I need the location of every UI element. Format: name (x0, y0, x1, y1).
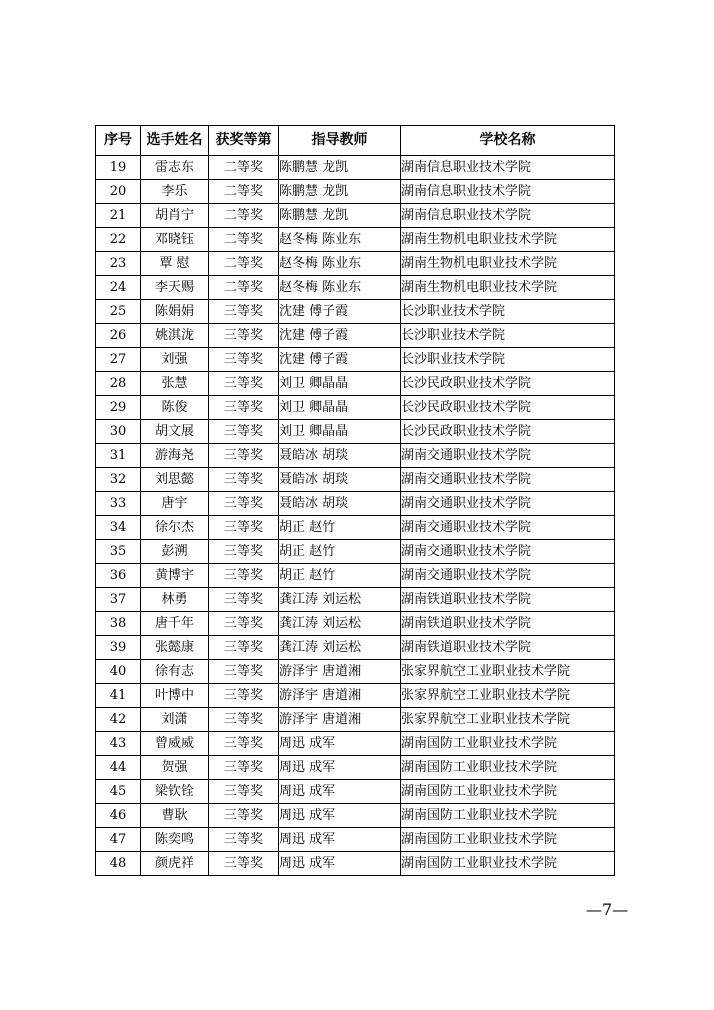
cell-teachers: 游泽宇 唐道湘 (279, 708, 401, 732)
cell-contestant-name: 刘强 (141, 348, 209, 372)
cell-award-level: 三等奖 (209, 516, 279, 540)
cell-school: 长沙民政职业技术学院 (401, 420, 615, 444)
cell-teachers: 周迅 成军 (279, 828, 401, 852)
table-row (96, 324, 615, 348)
cell-school: 长沙职业技术学院 (401, 300, 615, 324)
cell-no: 48 (96, 852, 141, 876)
cell-school: 湖南铁道职业技术学院 (401, 636, 615, 660)
cell-school: 湖南交通职业技术学院 (401, 540, 615, 564)
cell-contestant-name: 贺强 (141, 756, 209, 780)
cell-award-level: 二等奖 (209, 228, 279, 252)
cell-contestant-name: 刘思懿 (141, 468, 209, 492)
header-name: 选手姓名 (141, 126, 209, 156)
cell-school: 湖南国防工业职业技术学院 (401, 804, 615, 828)
table-row (96, 228, 615, 252)
cell-school: 湖南国防工业职业技术学院 (401, 780, 615, 804)
cell-school: 湖南铁道职业技术学院 (401, 588, 615, 612)
cell-no: 45 (96, 780, 141, 804)
cell-award-level: 三等奖 (209, 300, 279, 324)
table-row (96, 612, 615, 636)
cell-award-level: 三等奖 (209, 804, 279, 828)
cell-teachers: 周迅 成军 (279, 732, 401, 756)
cell-teachers: 龚江涛 刘运松 (279, 588, 401, 612)
cell-award-level: 三等奖 (209, 420, 279, 444)
cell-contestant-name: 胡肖宁 (141, 204, 209, 228)
cell-contestant-name: 梁钦铨 (141, 780, 209, 804)
cell-teachers: 游泽宇 唐道湘 (279, 684, 401, 708)
cell-no: 43 (96, 732, 141, 756)
cell-teachers: 龚江涛 刘运松 (279, 612, 401, 636)
cell-no: 34 (96, 516, 141, 540)
awards-table (95, 125, 615, 876)
cell-no: 20 (96, 180, 141, 204)
cell-award-level: 三等奖 (209, 708, 279, 732)
table-row (96, 204, 615, 228)
cell-teachers: 沈建 傅子霞 (279, 324, 401, 348)
cell-no: 42 (96, 708, 141, 732)
table-row (96, 348, 615, 372)
cell-school: 张家界航空工业职业技术学院 (401, 708, 615, 732)
table-row (96, 516, 615, 540)
cell-contestant-name: 林勇 (141, 588, 209, 612)
cell-teachers: 周迅 成军 (279, 804, 401, 828)
cell-no: 47 (96, 828, 141, 852)
cell-contestant-name: 游海尧 (141, 444, 209, 468)
cell-teachers: 聂皓冰 胡琰 (279, 468, 401, 492)
table-body (96, 156, 615, 876)
table-row (96, 756, 615, 780)
cell-award-level: 二等奖 (209, 180, 279, 204)
cell-school: 长沙民政职业技术学院 (401, 396, 615, 420)
cell-award-level: 三等奖 (209, 348, 279, 372)
cell-contestant-name: 唐千年 (141, 612, 209, 636)
cell-contestant-name: 唐宇 (141, 492, 209, 516)
table-header-row (96, 126, 615, 156)
table-row (96, 180, 615, 204)
cell-award-level: 三等奖 (209, 372, 279, 396)
cell-teachers: 聂皓冰 胡琰 (279, 492, 401, 516)
cell-award-level: 三等奖 (209, 588, 279, 612)
cell-school: 湖南国防工业职业技术学院 (401, 852, 615, 876)
cell-no: 21 (96, 204, 141, 228)
cell-school: 湖南交通职业技术学院 (401, 468, 615, 492)
header-no: 序号 (96, 126, 141, 156)
cell-school: 湖南信息职业技术学院 (401, 204, 615, 228)
cell-award-level: 三等奖 (209, 780, 279, 804)
table-row (96, 300, 615, 324)
cell-contestant-name: 李天赐 (141, 276, 209, 300)
cell-award-level: 二等奖 (209, 156, 279, 180)
cell-award-level: 三等奖 (209, 324, 279, 348)
cell-school: 长沙职业技术学院 (401, 348, 615, 372)
table-row (96, 732, 615, 756)
cell-school: 湖南交通职业技术学院 (401, 564, 615, 588)
cell-contestant-name: 姚淇泷 (141, 324, 209, 348)
cell-no: 37 (96, 588, 141, 612)
cell-award-level: 三等奖 (209, 660, 279, 684)
cell-contestant-name: 陈娟娟 (141, 300, 209, 324)
cell-no: 19 (96, 156, 141, 180)
cell-school: 长沙民政职业技术学院 (401, 372, 615, 396)
table-row (96, 708, 615, 732)
cell-teachers: 陈鹏慧 龙凯 (279, 204, 401, 228)
cell-award-level: 三等奖 (209, 444, 279, 468)
cell-school: 湖南生物机电职业技术学院 (401, 228, 615, 252)
cell-contestant-name: 陈奕鸣 (141, 828, 209, 852)
cell-contestant-name: 覃 慰 (141, 252, 209, 276)
table-row (96, 828, 615, 852)
cell-no: 33 (96, 492, 141, 516)
cell-teachers: 陈鹏慧 龙凯 (279, 156, 401, 180)
cell-no: 38 (96, 612, 141, 636)
cell-award-level: 三等奖 (209, 852, 279, 876)
cell-school: 湖南国防工业职业技术学院 (401, 828, 615, 852)
cell-contestant-name: 胡文展 (141, 420, 209, 444)
cell-teachers: 周迅 成军 (279, 756, 401, 780)
table-row (96, 492, 615, 516)
cell-teachers: 胡正 赵竹 (279, 516, 401, 540)
cell-contestant-name: 李乐 (141, 180, 209, 204)
cell-school: 长沙职业技术学院 (401, 324, 615, 348)
cell-contestant-name: 彭溯 (141, 540, 209, 564)
table-row (96, 804, 615, 828)
table-row (96, 396, 615, 420)
cell-school: 湖南国防工业职业技术学院 (401, 756, 615, 780)
cell-school: 湖南交通职业技术学院 (401, 492, 615, 516)
table-row (96, 588, 615, 612)
cell-award-level: 三等奖 (209, 636, 279, 660)
cell-contestant-name: 黄博宇 (141, 564, 209, 588)
cell-no: 44 (96, 756, 141, 780)
cell-school: 湖南交通职业技术学院 (401, 516, 615, 540)
cell-award-level: 三等奖 (209, 612, 279, 636)
cell-award-level: 三等奖 (209, 468, 279, 492)
cell-teachers: 周迅 成军 (279, 852, 401, 876)
cell-school: 湖南生物机电职业技术学院 (401, 276, 615, 300)
cell-teachers: 沈建 傅子霞 (279, 348, 401, 372)
cell-no: 32 (96, 468, 141, 492)
cell-award-level: 二等奖 (209, 252, 279, 276)
table-row (96, 420, 615, 444)
cell-no: 26 (96, 324, 141, 348)
cell-no: 30 (96, 420, 141, 444)
page-number: —7— (586, 900, 629, 919)
cell-award-level: 三等奖 (209, 828, 279, 852)
cell-no: 36 (96, 564, 141, 588)
header-award: 获奖等第 (209, 126, 279, 156)
cell-teachers: 赵冬梅 陈业东 (279, 276, 401, 300)
cell-teachers: 周迅 成军 (279, 780, 401, 804)
header-teacher: 指导教师 (279, 126, 401, 156)
cell-no: 23 (96, 252, 141, 276)
table-row (96, 372, 615, 396)
cell-teachers: 胡正 赵竹 (279, 564, 401, 588)
cell-contestant-name: 曹耿 (141, 804, 209, 828)
table-row (96, 564, 615, 588)
cell-award-level: 三等奖 (209, 684, 279, 708)
cell-no: 35 (96, 540, 141, 564)
cell-no: 29 (96, 396, 141, 420)
table-row (96, 852, 615, 876)
cell-teachers: 陈鹏慧 龙凯 (279, 180, 401, 204)
table-row (96, 636, 615, 660)
cell-contestant-name: 叶博中 (141, 684, 209, 708)
cell-teachers: 刘卫 卿晶晶 (279, 420, 401, 444)
cell-no: 22 (96, 228, 141, 252)
cell-teachers: 赵冬梅 陈业东 (279, 252, 401, 276)
table-row (96, 276, 615, 300)
table-row (96, 540, 615, 564)
cell-contestant-name: 曾威威 (141, 732, 209, 756)
table-row (96, 468, 615, 492)
cell-no: 27 (96, 348, 141, 372)
cell-no: 46 (96, 804, 141, 828)
cell-teachers: 胡正 赵竹 (279, 540, 401, 564)
cell-award-level: 三等奖 (209, 732, 279, 756)
cell-no: 31 (96, 444, 141, 468)
cell-school: 张家界航空工业职业技术学院 (401, 660, 615, 684)
header-school: 学校名称 (401, 126, 615, 156)
cell-award-level: 二等奖 (209, 204, 279, 228)
cell-contestant-name: 邓晓钰 (141, 228, 209, 252)
cell-award-level: 三等奖 (209, 564, 279, 588)
cell-school: 湖南信息职业技术学院 (401, 180, 615, 204)
cell-award-level: 三等奖 (209, 492, 279, 516)
cell-no: 39 (96, 636, 141, 660)
cell-teachers: 龚江涛 刘运松 (279, 636, 401, 660)
cell-teachers: 赵冬梅 陈业东 (279, 228, 401, 252)
cell-contestant-name: 刘潇 (141, 708, 209, 732)
cell-award-level: 三等奖 (209, 756, 279, 780)
cell-contestant-name: 雷志东 (141, 156, 209, 180)
cell-school: 湖南铁道职业技术学院 (401, 612, 615, 636)
cell-school: 湖南信息职业技术学院 (401, 156, 615, 180)
cell-school: 湖南交通职业技术学院 (401, 444, 615, 468)
table-row (96, 156, 615, 180)
cell-contestant-name: 徐有志 (141, 660, 209, 684)
cell-contestant-name: 张慧 (141, 372, 209, 396)
cell-school: 湖南国防工业职业技术学院 (401, 732, 615, 756)
cell-teachers: 沈建 傅子霞 (279, 300, 401, 324)
cell-contestant-name: 徐尔杰 (141, 516, 209, 540)
cell-contestant-name: 张懿康 (141, 636, 209, 660)
cell-school: 张家界航空工业职业技术学院 (401, 684, 615, 708)
cell-no: 40 (96, 660, 141, 684)
cell-teachers: 刘卫 卿晶晶 (279, 372, 401, 396)
cell-award-level: 三等奖 (209, 540, 279, 564)
cell-award-level: 三等奖 (209, 396, 279, 420)
table-row (96, 780, 615, 804)
cell-contestant-name: 陈俊 (141, 396, 209, 420)
cell-contestant-name: 颜虎祥 (141, 852, 209, 876)
cell-teachers: 游泽宇 唐道湘 (279, 660, 401, 684)
table-row (96, 660, 615, 684)
cell-no: 25 (96, 300, 141, 324)
cell-teachers: 刘卫 卿晶晶 (279, 396, 401, 420)
table-row (96, 252, 615, 276)
cell-teachers: 聂皓冰 胡琰 (279, 444, 401, 468)
cell-no: 41 (96, 684, 141, 708)
cell-school: 湖南生物机电职业技术学院 (401, 252, 615, 276)
table-row (96, 684, 615, 708)
table-row (96, 444, 615, 468)
cell-no: 28 (96, 372, 141, 396)
cell-no: 24 (96, 276, 141, 300)
cell-award-level: 二等奖 (209, 276, 279, 300)
